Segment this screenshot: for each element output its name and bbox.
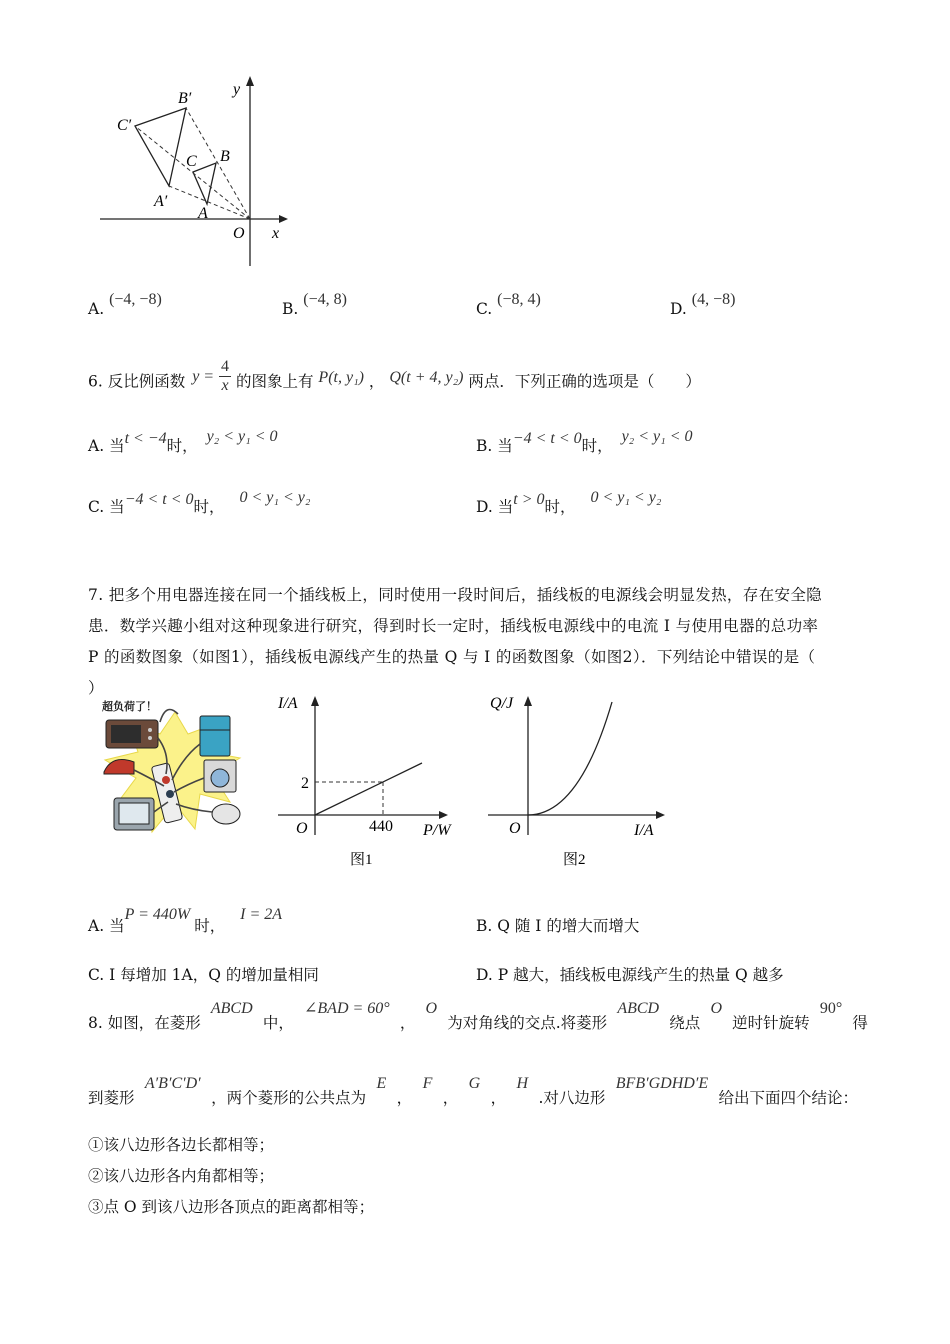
q8-math: 90° <box>819 1000 843 1017</box>
label-b: B <box>220 148 230 165</box>
q8-seg: 给出下面四个结论： <box>718 1089 858 1107</box>
option-letter: B. <box>282 300 299 318</box>
q6-comma: ， <box>368 372 385 391</box>
q6-text-a: 反比例函数 <box>107 372 186 391</box>
coordinate-figure <box>90 70 300 275</box>
q7-option-c[interactable] <box>88 965 319 985</box>
q8-math: A′B′C′D′ <box>144 1075 201 1092</box>
q8-seg: ， <box>442 1089 459 1107</box>
q8-math: H <box>516 1075 529 1092</box>
option-mid: 时， <box>194 917 226 935</box>
q8-seg: 为对角线的交点.将菱形 <box>447 1014 608 1032</box>
q5-option-d[interactable] <box>670 289 736 318</box>
option-value: (−4, −8) <box>109 291 162 308</box>
q7-option-d[interactable] <box>476 965 784 985</box>
option-mid: 时， <box>544 498 576 516</box>
q6-option-c[interactable] <box>88 489 311 518</box>
label-a: A <box>198 205 208 222</box>
q5-option-a[interactable] <box>88 289 162 318</box>
option-letter: D. <box>670 300 687 318</box>
graph1-origin: O <box>296 820 308 837</box>
option-condition: t > 0 <box>513 491 545 508</box>
q6-number: 6. <box>88 372 103 391</box>
illustration-caption: 超负荷了！ <box>102 701 157 713</box>
graph-1 <box>270 690 470 870</box>
label-x: x <box>272 225 280 242</box>
option-value: (−4, 8) <box>303 291 347 308</box>
q8-conclusions <box>88 1130 374 1223</box>
option-pre: 当 <box>109 437 125 455</box>
q8-math: ABCD <box>210 1000 253 1017</box>
option-text: D. P 越大，插线板电源线产生的热量 Q 越多 <box>476 966 784 984</box>
q8-math: O <box>425 1000 438 1017</box>
option-condition: t < −4 <box>124 430 167 447</box>
label-c: C <box>186 153 197 170</box>
option-relation: y₂ < y₁ < 0 <box>621 428 693 445</box>
fraction-denominator: x <box>221 377 229 394</box>
q6-text-c: 两点．下列正确的选项是（ ） <box>468 372 701 391</box>
q7-line: 患．数学兴趣小组对这种现象进行研究，得到时长一定时，插线板电源线中的电流 I 与使用电器的总功率 <box>88 617 819 635</box>
option-letter: B. <box>476 437 493 455</box>
q8-seg: ， <box>399 1014 416 1032</box>
q8-seg: 得 <box>852 1014 868 1032</box>
option-mid: 时， <box>581 437 613 455</box>
graph2-origin: O <box>509 820 521 837</box>
option-letter: A. <box>88 300 105 318</box>
q7-stem <box>88 580 878 704</box>
option-letter: C. <box>88 498 105 516</box>
option-pre: 当 <box>109 917 125 935</box>
q7-option-a[interactable] <box>88 906 283 937</box>
q8-math: O <box>710 1000 722 1017</box>
q6-point-q: Q(t + 4, y₂) <box>389 368 464 386</box>
q8-math: ∠BAD = 60° <box>303 1000 390 1017</box>
option-letter: A. <box>88 437 105 455</box>
q8-math: ABCD <box>617 1000 660 1017</box>
q6-fraction <box>219 358 231 395</box>
graph1-xlabel: P/W <box>423 822 451 839</box>
label-y: y <box>233 81 241 98</box>
graph1-xtick: 440 <box>369 818 393 835</box>
conclusion-item: ②该八边形各内角都相等； <box>88 1167 275 1185</box>
q6-option-b[interactable] <box>476 428 693 457</box>
q8-line-2 <box>88 1075 858 1108</box>
q7-line: ） <box>88 679 104 697</box>
label-b1: B′ <box>178 90 192 107</box>
q5-option-b[interactable] <box>282 289 347 318</box>
q6-stem <box>88 358 701 401</box>
option-value: (−8, 4) <box>497 291 541 308</box>
graph1-ytick: 2 <box>301 775 309 792</box>
option-condition: −4 < t < 0 <box>512 430 582 447</box>
label-a1: A′ <box>154 193 168 210</box>
q8-seg: 绕点 <box>669 1014 701 1032</box>
option-mid: 时， <box>193 498 225 516</box>
q7-option-b[interactable] <box>476 916 639 936</box>
option-relation: y₂ < y₁ < 0 <box>206 428 278 445</box>
q8-seg: ， <box>396 1089 413 1107</box>
q8-math: E <box>376 1075 387 1092</box>
q8-seg: ， <box>490 1089 507 1107</box>
q7-line: P 的函数图象（如图1），插线板电源线产生的热量 Q 与 I 的函数图象（如图2）．下列结论中错误的是（ <box>88 648 816 666</box>
q6-point-p: P(t, y₁) <box>318 368 364 386</box>
graph2-caption: 图2 <box>563 852 586 868</box>
graph1-ylabel: I/A <box>278 695 298 712</box>
q6-func-y: y = <box>192 367 215 385</box>
graph2-xlabel: I/A <box>634 822 654 839</box>
option-pre: 当 <box>497 437 513 455</box>
option-text: B. Q 随 I 的增大而增大 <box>476 917 640 935</box>
option-relation: 0 < y₁ < y₂ <box>239 489 311 506</box>
q6-option-d[interactable] <box>476 489 662 518</box>
option-condition: P = 440W <box>124 906 191 923</box>
label-c1: C′ <box>117 117 132 134</box>
label-o: O <box>233 225 245 242</box>
option-pre: 当 <box>109 498 125 516</box>
option-value: (4, −8) <box>691 291 736 308</box>
conclusion-item: ①该八边形各边长都相等； <box>88 1136 275 1154</box>
option-letter: C. <box>476 300 493 318</box>
conclusion-item: ③点 O 到该八边形各顶点的距离都相等； <box>88 1198 375 1216</box>
option-condition: −4 < t < 0 <box>124 491 194 508</box>
graph1-caption: 图1 <box>350 852 373 868</box>
graph2-ylabel: Q/J <box>490 695 514 712</box>
option-letter: D. <box>476 498 493 516</box>
q8-math: BFB′GDHD′E <box>615 1075 709 1092</box>
q8-seg: 中， <box>262 1014 294 1032</box>
option-text: C. I 每增加 1A，Q 的增加量相同 <box>88 966 319 984</box>
q8-seg: 到菱形 <box>88 1089 135 1107</box>
option-pre: 当 <box>497 498 514 516</box>
q6-text-b: 的图象上有 <box>235 372 314 391</box>
q8-math: G <box>468 1075 481 1092</box>
q8-line-1 <box>88 1000 868 1033</box>
fraction-numerator: 4 <box>221 358 230 375</box>
q5-option-c[interactable] <box>476 289 541 318</box>
q8-seg: 逆时针旋转 <box>732 1014 810 1032</box>
q8-math: F <box>422 1075 433 1092</box>
overload-illustration <box>100 694 250 840</box>
option-relation: 0 < y₁ < y₂ <box>590 489 662 506</box>
option-relation: I = 2A <box>240 906 283 923</box>
q8-seg: .对八边形 <box>538 1089 606 1107</box>
graph-2 <box>484 690 674 870</box>
q8-seg: ，两个菱形的公共点为 <box>211 1089 367 1107</box>
q8-seg: 8. 如图，在菱形 <box>88 1014 201 1032</box>
option-letter: A. <box>88 917 105 935</box>
option-mid: 时， <box>166 437 198 455</box>
q6-option-a[interactable] <box>88 428 278 457</box>
q7-line: 7. 把多个用电器连接在同一个插线板上，同时使用一段时间后，插线板的电源线会明显发热，存在安全隐 <box>88 586 823 604</box>
